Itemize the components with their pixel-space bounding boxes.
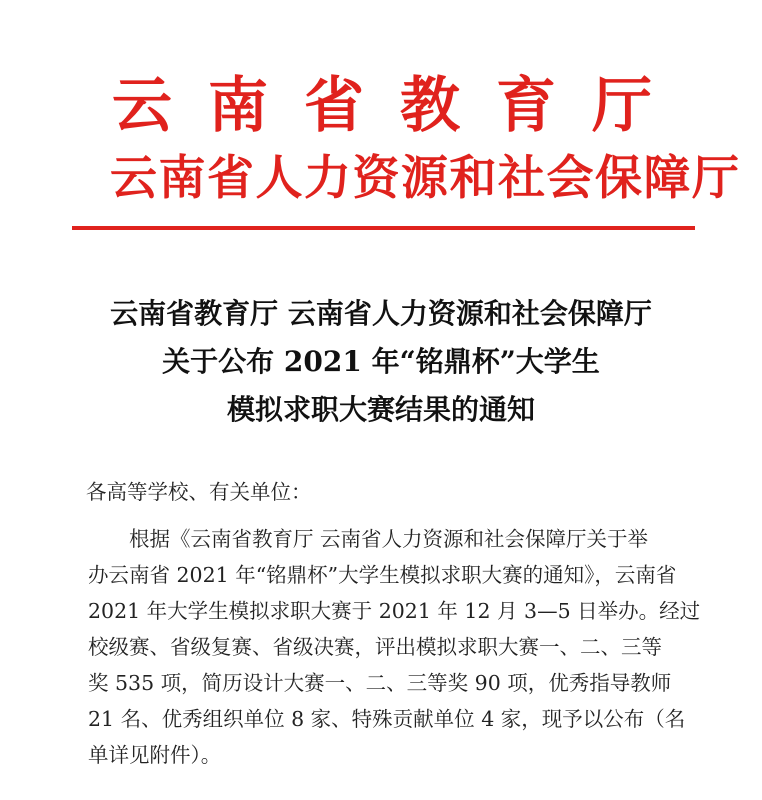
paragraph-line: 奖 535 项，简历设计大赛一、二、三等奖 90 项，优秀指导教师 — [88, 671, 672, 695]
body-paragraph — [88, 521, 701, 773]
dept-char: 省 — [304, 71, 364, 141]
dept-char: 教 — [400, 71, 460, 141]
document-title-line-2: 关于公布 2021 年“铭鼎杯”大学生 — [162, 345, 600, 378]
paragraph-line: 21 名、优秀组织单位 8 家、特殊贡献单位 4 家，现予以公布（名 — [88, 707, 686, 731]
paragraph-line: 校级赛、省级复赛、省级决赛，评出模拟求职大赛一、二、三等 — [88, 635, 662, 659]
dept-char: 厅 — [592, 71, 652, 141]
paragraph-line: 办云南省 2021 年“铭鼎杯”大学生模拟求职大赛的通知》，云南省 — [88, 563, 677, 587]
paragraph-line: 2021 年大学生模拟求职大赛于 2021 年 12 月 3—5 日举办。经过 — [88, 599, 701, 623]
dept-char: 云 — [112, 71, 172, 141]
document-title-line-3: 模拟求职大赛结果的通知 — [226, 393, 535, 426]
dept-char: 南 — [208, 71, 268, 141]
red-header-divider — [72, 226, 695, 230]
salutation: 各高等学校、有关单位： — [86, 480, 312, 504]
paragraph-line: 根据《云南省教育厅 云南省人力资源和社会保障厅关于举 — [129, 527, 649, 551]
issuing-dept-hr: 云南省人力资源和社会保障厅 — [110, 151, 741, 206]
paragraph-line: 单详见附件）。 — [88, 743, 222, 767]
document-title-line-1: 云南省教育厅 云南省人力资源和社会保障厅 — [110, 297, 652, 330]
dept-char: 育 — [496, 71, 556, 141]
issuing-dept-education — [112, 70, 652, 142]
